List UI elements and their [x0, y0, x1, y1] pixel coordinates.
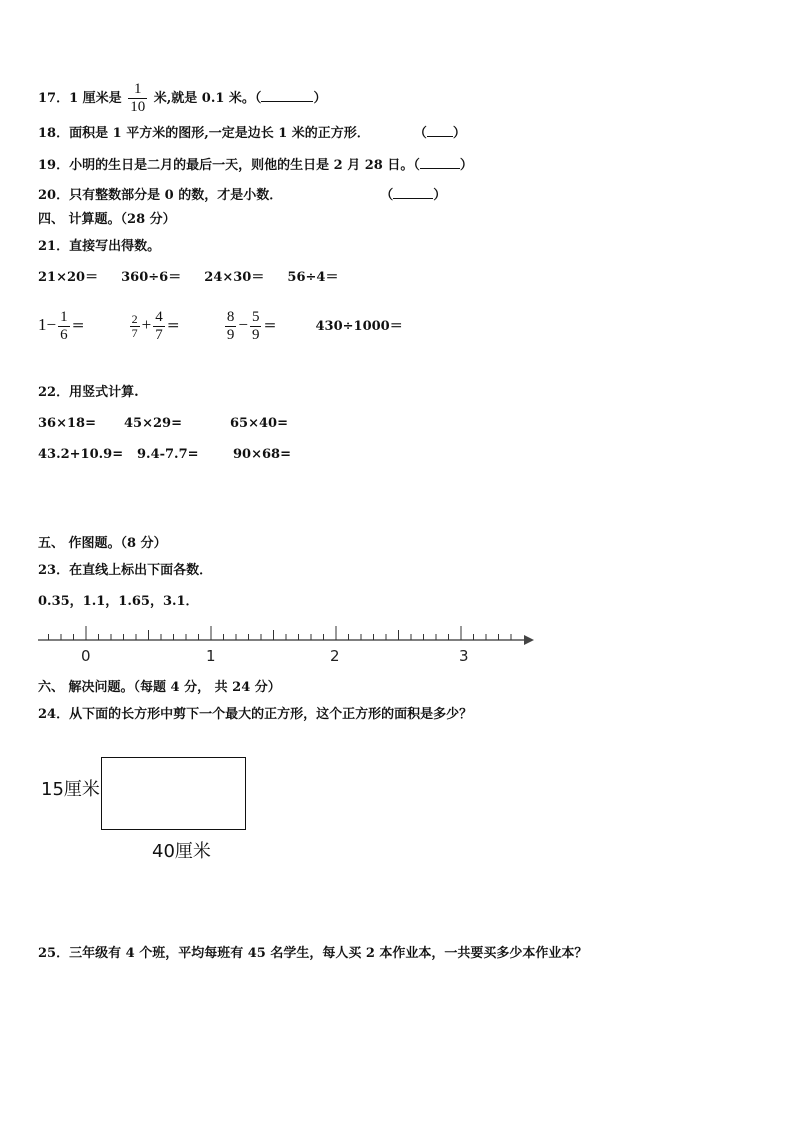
question-25-title: 25．三年级有 4 个班，平均每班有 45 名学生，每人买 2 本作业本，一共要买多少本作业本？: [38, 946, 588, 961]
arrow-head-icon: [524, 635, 534, 645]
expr-65x40: 65×40=: [230, 416, 288, 431]
section-6-heading: 六、 解决问题。（每题 4 分， 共 24 分）: [38, 680, 281, 695]
question-22-title: 22．用竖式计算.: [38, 385, 139, 400]
expr-56div4: 56÷4＝: [287, 270, 339, 285]
expr-45x29: 45×29=: [124, 416, 182, 431]
expr-21x20: 21×20＝: [38, 270, 99, 285]
axis-label-2: 2: [330, 647, 340, 665]
q18-text: 18．面积是 1 平方米的图形,一定是边长 1 米的正方形．: [38, 126, 370, 141]
expr-1-minus-1-6: 1− $\frac{1}{6}$ ＝: [38, 309, 85, 343]
expr-8-9-minus-5-9: $\frac{8}{9}$ − $\frac{5}{9}$ ＝: [226, 309, 277, 343]
expr-36x18: 36×18=: [38, 416, 96, 431]
question-23-title: 23．在直线上标出下面各数．: [38, 563, 213, 578]
answer-blank-20[interactable]: [393, 186, 433, 199]
answer-blank-18[interactable]: [427, 124, 453, 137]
q23-numbers: 0.35，1.1，1.65，3.1．: [38, 594, 199, 609]
answer-blank-17[interactable]: [261, 89, 313, 102]
q21-row-2: [38, 306, 403, 346]
expr-24x30: 24×30＝: [204, 270, 265, 285]
axis-label-0: 0: [81, 647, 91, 665]
expr-43.2+10.9: 43.2+10.9=: [38, 447, 124, 462]
fraction-4-7: $\frac{4}{7}$: [155, 309, 163, 343]
number-line[interactable]: [36, 620, 538, 650]
axis-label-1: 1: [206, 647, 216, 665]
rectangle-diagram: [101, 757, 246, 830]
question-17: 17．1 厘米是 $\frac{1}{10}$ 米,就是 0.1 米。（ ）: [38, 81, 327, 115]
fraction-one-tenth: $\frac{1}{10}$: [130, 81, 146, 115]
section-4-heading: 四、 计算题。（28 分）: [38, 212, 176, 227]
question-24-title: 24．从下面的长方形中剪下一个最大的正方形，这个正方形的面积是多少？: [38, 707, 473, 722]
question-18: 18．面积是 1 平方米的图形,一定是边长 1 米的正方形． （ ）: [38, 126, 466, 141]
axis-label-3: 3: [459, 647, 469, 665]
fraction-1-6: $\frac{1}{6}$: [60, 309, 68, 343]
q17-suffix: 米,就是 0.1 米。（: [153, 91, 262, 106]
expr-360div6: 360÷6＝: [121, 270, 182, 285]
q17-prefix: 17．1 厘米是: [38, 91, 122, 106]
q19-text: 19．小明的生日是二月的最后一天，则他的生日是 2 月 28 日。（: [38, 158, 420, 173]
question-19: 19．小明的生日是二月的最后一天，则他的生日是 2 月 28 日。（ ）: [38, 158, 473, 173]
rect-width-label: 40厘米: [152, 841, 211, 862]
expr-90x68: 90×68=: [233, 447, 291, 462]
expr-2-7-plus-4-7: $\frac{2}{7}$ + $\frac{4}{7}$ ＝: [131, 309, 180, 343]
section-5-heading: 五、 作图题。（8 分）: [38, 536, 167, 551]
question-21-title: 21．直接写出得数。: [38, 239, 161, 254]
q22-row-1: [38, 415, 288, 433]
expr-9.4-7.7: 9.4-7.7=: [137, 447, 199, 462]
fraction-2-7: $\frac{2}{7}$: [131, 312, 138, 340]
rect-height-label: 15厘米: [41, 779, 100, 800]
question-20: 20．只有整数部分是 0 的数，才是小数． （ ）: [38, 188, 447, 203]
fraction-5-9: $\frac{5}{9}$: [251, 309, 260, 343]
q21-row-1: [38, 269, 338, 287]
q20-text: 20．只有整数部分是 0 的数，才是小数．: [38, 188, 283, 203]
expr-430div1000: 430÷1000＝: [315, 319, 403, 334]
fraction-8-9: $\frac{8}{9}$: [226, 309, 235, 343]
answer-blank-19[interactable]: [420, 156, 460, 169]
q22-row-2: [38, 446, 291, 464]
